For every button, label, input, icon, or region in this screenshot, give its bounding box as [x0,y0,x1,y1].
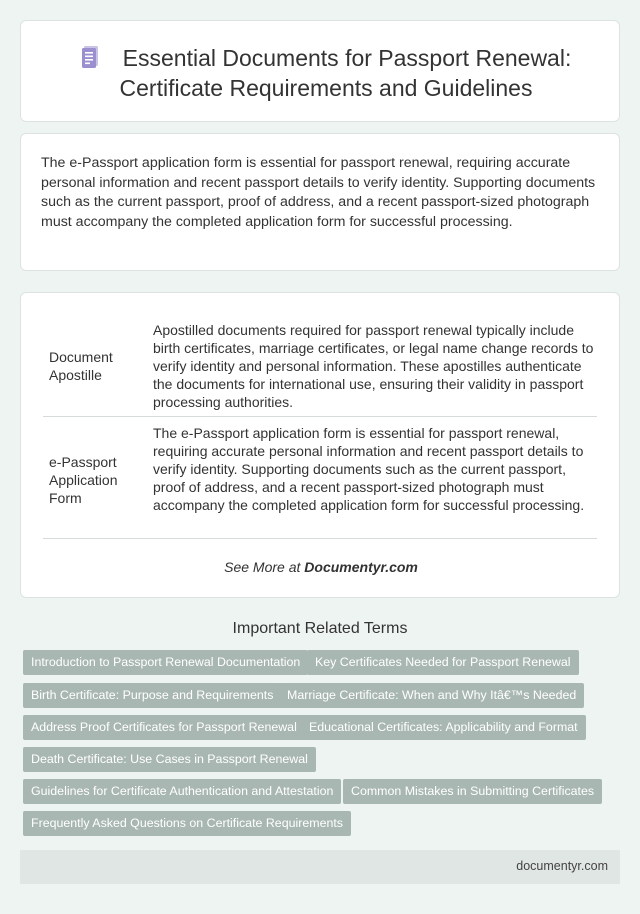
footer-site[interactable]: documentyr.com [516,859,608,873]
row-term: e-Passport Application Form [49,454,118,506]
related-term-tag[interactable]: Address Proof Certificates for Passport Renewal [23,715,305,740]
row-term: Document Apostille [49,349,113,383]
row-description: Apostilled documents required for passport renewal typically include birth certificates, marriage certificates, or legal name change records to verify identity and personal information. These apostilles authenticate the documents for international use, ensuring their validity in passport processing authorities. [153,322,594,410]
related-term-tag[interactable]: Common Mistakes in Submitting Certificates [343,779,602,804]
page-title [61,43,591,103]
definitions-table [20,292,620,598]
title-card [20,20,620,122]
related-term-tag[interactable]: Introduction to Passport Renewal Documentation [23,650,308,675]
intro-card [20,133,620,271]
title-line-2: Certificate Requirements and Guidelines [119,75,533,101]
table-row [43,311,597,417]
related-term-tag[interactable]: Guidelines for Certificate Authentication and Attestation [23,779,341,804]
see-more-prefix: See More at [224,559,305,575]
intro-text: The e-Passport application form is essential for passport renewal, requiring accurate personal information and recent passport details to verify identity. Supporting documents such as the current passport, proof of address, and a recent passport-sized photograph must accompany the completed application form for successful processing. [41,155,596,230]
see-more-site: Documentyr.com [304,559,418,575]
related-term-tag[interactable]: Key Certificates Needed for Passport Renewal [307,650,579,675]
related-term-tag[interactable]: Frequently Asked Questions on Certificate Requirements [23,811,351,836]
title-line-1: Essential Documents for Passport Renewal: [122,45,572,71]
see-more-link[interactable] [21,559,621,575]
related-term-tag[interactable]: Educational Certificates: Applicability and Format [301,715,586,740]
related-terms-heading: Important Related Terms [232,620,408,637]
row-description: The e-Passport application form is essential for passport renewal, requiring accurate personal information and recent passport details to verify identity. Supporting documents such as the current passport, proof of address, and a recent passport-sized photograph must accompany the completed application form for successful processing. [153,425,585,513]
document-icon [81,44,101,70]
related-term-tag[interactable]: Marriage Certificate: When and Why Itâ€™s Needed [279,683,584,708]
footer [20,850,620,884]
related-term-tag[interactable]: Death Certificate: Use Cases in Passport Renewal [23,747,316,772]
table-row [43,417,597,539]
related-term-tag[interactable]: Birth Certificate: Purpose and Requirements [23,683,281,708]
